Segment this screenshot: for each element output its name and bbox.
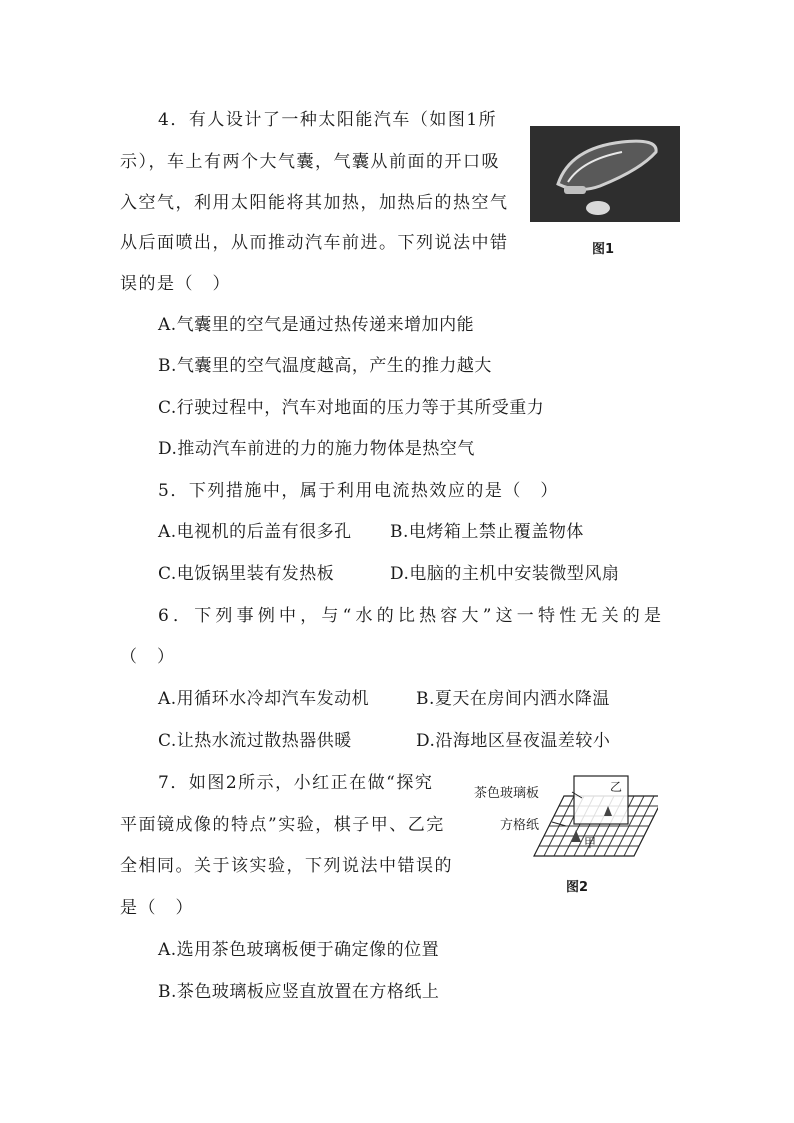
q6-option-b: B.夏天在房间内洒水降温: [416, 689, 610, 709]
q4-option-c: C.行驶过程中，汽车对地面的压力等于其所受重力: [158, 398, 545, 418]
q7-option-b: B.茶色玻璃板应竖直放置在方格纸上: [158, 982, 440, 1002]
grid-paper-label: 方格纸: [500, 818, 540, 833]
q5-stem: 5．下列措施中，属于利用电流热效应的是（ ）: [158, 481, 559, 501]
figure-2-caption: 图2: [566, 880, 589, 895]
q4-stem-line-5: 误的是（ ）: [120, 274, 231, 294]
solar-car-image: [530, 126, 680, 222]
piece-jia-label: 甲: [584, 836, 597, 850]
q6-option-c: C.让热水流过散热器供暖: [158, 731, 352, 751]
q4-stem-line-2: 示），车上有两个大气囊，气囊从前面的开口吸: [120, 152, 500, 172]
q7-option-a: A.选用茶色玻璃板便于确定像的位置: [158, 940, 440, 960]
q5-option-b: B.电烤箱上禁止覆盖物体: [390, 522, 584, 542]
q6-stem: 6．下列事例中，与“水的比热容大”这一特性无关的是: [158, 606, 666, 626]
q7-stem-line-3: 全相同。关于该实验，下列说法中错误的: [120, 856, 453, 876]
q4-option-d: D.推动汽车前进的力的施力物体是热空气: [158, 439, 475, 459]
q4-stem-line-1: 4．有人设计了一种太阳能汽车（如图1所: [158, 110, 498, 130]
q6-option-a: A.用循环水冷却汽车发动机: [158, 689, 370, 709]
q6-option-d: D.沿海地区昼夜温差较小: [416, 731, 611, 751]
q4-stem-line-4: 从后面喷出，从而推动汽车前进。下列说法中错: [120, 233, 509, 253]
figure-1-caption: 图1: [592, 242, 615, 257]
mirror-experiment-diagram: [474, 772, 658, 872]
q5-option-c: C.电饭锅里装有发热板: [158, 564, 335, 584]
q6-paren: （ ）: [120, 647, 176, 667]
q4-option-a: A.气囊里的空气是通过热传递来增加内能: [158, 315, 475, 335]
glass-plate-label: 茶色玻璃板: [474, 786, 540, 801]
q4-stem-line-3: 入空气，利用太阳能将其加热，加热后的热空气: [120, 193, 509, 213]
q7-stem-line-4: 是（ ）: [120, 898, 194, 918]
q4-option-b: B.气囊里的空气温度越高，产生的推力越大: [158, 356, 492, 376]
solar-car-photo: [530, 126, 680, 222]
q7-stem-line-2: 平面镜成像的特点”实验，棋子甲、乙完: [120, 815, 445, 835]
q7-stem-line-1: 7．如图2所示，小红正在做“探究: [158, 773, 434, 793]
piece-yi-label: 乙: [610, 780, 623, 794]
q5-option-a: A.电视机的后盖有很多孔: [158, 522, 352, 542]
q5-option-d: D.电脑的主机中安装微型风扇: [390, 564, 620, 584]
